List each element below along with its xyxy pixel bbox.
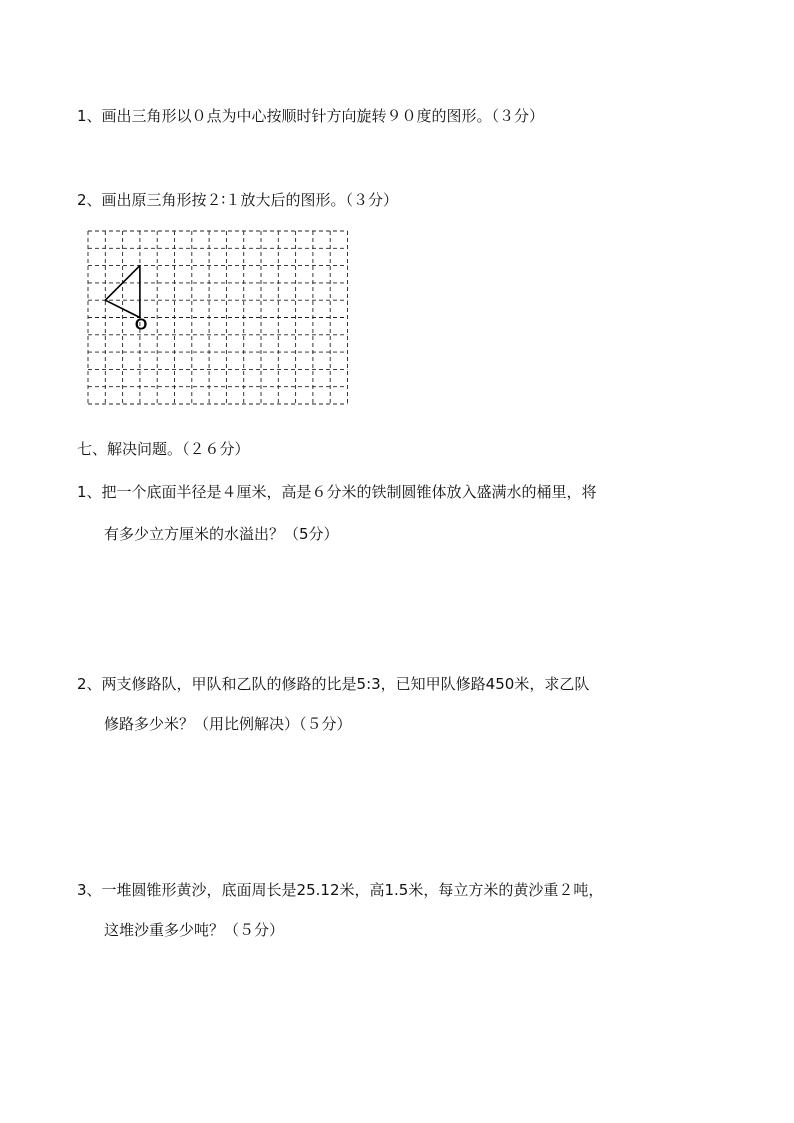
problem-3-line-1: 3、一堆圆锥形黄沙，底面周长是25.12米，高1.5米，每立方米的黄沙重２吨， <box>77 881 604 899</box>
center-point-label: O <box>134 316 148 334</box>
problem-2-line-1: 2、两支修路队，甲队和乙队的修路的比是5:3，已知甲队修路450米，求乙队 <box>77 675 590 693</box>
problem-1-line-1: 1、把一个底面半径是４厘米，高是６分米的铁制圆锥体放入盛满水的桶里，将 <box>77 483 597 501</box>
section-7-heading: 七、解决问题。（２６分） <box>77 440 250 458</box>
problem-3-line-2: 这堆沙重多少吨？（５分） <box>104 921 285 939</box>
grid-lines <box>88 231 348 404</box>
problem-2-line-2: 修路多少米？（用比例解决）（５分） <box>104 715 352 733</box>
question-rotate-triangle: 1、画出三角形以０点为中心按顺时针方向旋转９０度的图形。（３分） <box>77 107 545 125</box>
question-enlarge-triangle: 2、画出原三角形按２∶１放大后的图形。（３分） <box>77 191 398 209</box>
grid-figure <box>86 229 352 409</box>
problem-1-line-2: 有多少立方厘米的水溢出？（5分） <box>104 525 339 543</box>
